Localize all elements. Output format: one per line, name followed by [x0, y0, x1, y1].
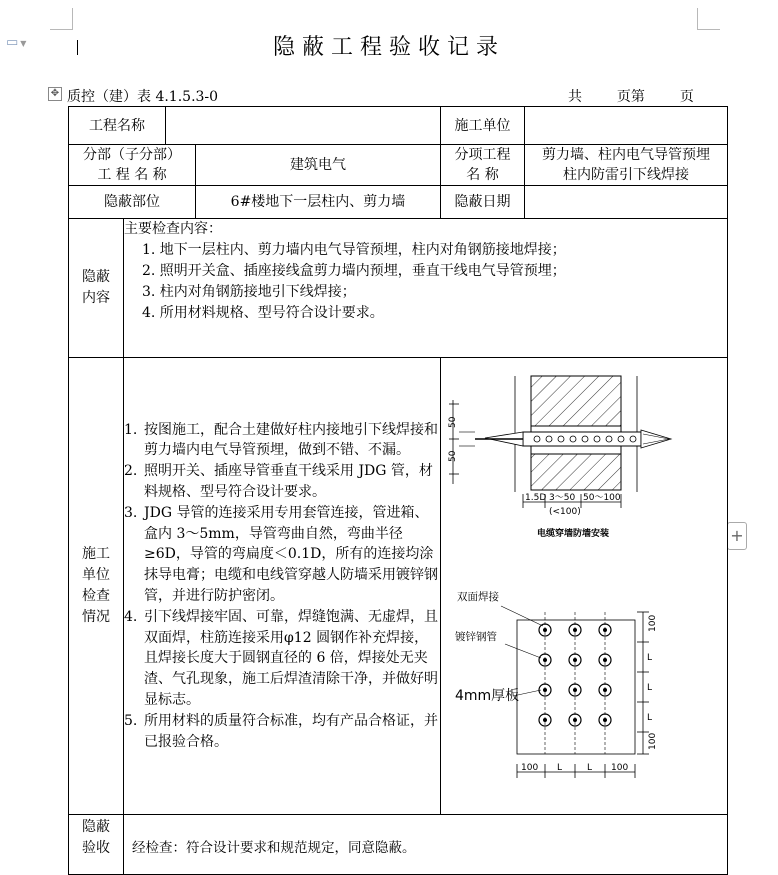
inspection-item-3: 3. JDG 导管的连接采用专用套管连接，管进箱、盒内 3～5mm，导管弯曲自然，弯曲半径≥6D，导管的弯扁度＜0.1D，所有的连接均涂抹导电膏；电缆和电线管穿越人防墙采用镀锌钢管，并进行防护密闭。 — [124, 504, 438, 604]
sub-division-field[interactable]: 建筑电气 — [196, 145, 441, 186]
acceptance-label-line2: 验收 — [82, 840, 110, 856]
page-title: 隐蔽工程验收记录 — [272, 35, 505, 60]
project-name-field[interactable] — [166, 107, 441, 145]
inspection-item-5: 5. 所用材料的质量符合标准，均有产品合格证，并已报验合格。 — [124, 712, 438, 750]
inspection-label-line1: 施工 — [82, 546, 110, 562]
inspection-text[interactable] — [124, 358, 441, 815]
acceptance-label-line1: 隐蔽 — [82, 819, 110, 835]
page-total-label: 共 — [568, 89, 582, 105]
sub-division-label-line2: 工 程 名 称 — [97, 167, 167, 183]
date-field[interactable] — [525, 186, 728, 219]
grounding-plate-diagram — [445, 586, 675, 786]
fig2-label-plate: 4mm厚板 — [455, 688, 520, 704]
inspection-label-line4: 情况 — [82, 609, 110, 625]
fig2-dim-right-4: L — [647, 713, 653, 723]
form-code: 质控（建）表 4.1.5.3-0 — [67, 89, 219, 105]
inspection-item-1: 1. 按图施工，配合土建做好柱内接地引下线焊接和剪力墙内电气导管预埋，做到不错、不漏。 — [124, 421, 438, 459]
hidden-content-label-line1: 隐蔽 — [82, 269, 110, 285]
sub-item-label-line2: 名 称 — [466, 167, 499, 183]
hidden-content-body[interactable] — [124, 219, 728, 358]
page-count — [568, 86, 694, 106]
acceptance-opinion-text: 经检查：符合设计要求和规范规定，同意隐蔽。 — [132, 840, 416, 856]
fig1-dim-bottom-1: 1.5D — [525, 493, 547, 503]
sub-item-value-line2: 柱内防雷引下线焊接 — [563, 167, 689, 183]
hidden-content-item-2: 2. 照明开关盒、插座接线盒剪力墙内预埋，垂直干线电气导管预埋； — [142, 263, 566, 279]
crop-mark-top-right-v — [697, 8, 698, 30]
hidden-content-intro: 主要检查内容： — [124, 221, 222, 237]
fig2-dim-bottom-2: L — [557, 763, 563, 773]
fig2-dim-right-3: L — [647, 683, 653, 693]
page-end-label: 页 — [679, 89, 694, 105]
hidden-content-item-3: 3. 柱内对角钢筋接地引下线焊接； — [142, 284, 356, 300]
hidden-content-item-1: 1. 地下一层柱内、剪力墙内电气导管预埋，柱内对角钢筋接地焊接； — [142, 242, 566, 258]
fig2-dim-right-1: 100 — [648, 614, 658, 632]
fig2-dim-bottom-4: 100 — [611, 763, 629, 773]
add-row-button[interactable]: + — [727, 522, 747, 550]
inspection-label — [69, 358, 124, 815]
acceptance-opinion-field[interactable] — [124, 815, 728, 875]
acceptance-record-table — [68, 106, 728, 875]
fig2-label-weld: 双面焊接 — [457, 591, 499, 603]
inspection-figures — [441, 358, 728, 815]
date-label: 隐蔽日期 — [441, 186, 525, 219]
sub-division-label — [69, 145, 196, 186]
acceptance-label — [69, 815, 124, 875]
sub-item-label-line1: 分项工程 — [454, 147, 511, 163]
fig1-dim-left-1: 50 — [448, 416, 458, 428]
sub-division-label-line1: 分部（子分部） — [83, 147, 181, 163]
inspection-label-line3: 检查 — [82, 588, 110, 604]
page-number-label: 页第 — [616, 89, 645, 105]
construction-unit-label: 施工单位 — [441, 107, 525, 145]
document-icon[interactable]: ▭ ▼ — [6, 35, 27, 50]
fig1-dim-left-2: 50 — [448, 450, 458, 462]
sub-item-label — [441, 145, 525, 186]
fig1-dim-sub: (<100) — [549, 507, 581, 517]
fig2-dim-bottom-1: 100 — [521, 763, 539, 773]
crop-mark-top-left-v — [72, 8, 73, 30]
fig2-dim-bottom-3: L — [587, 763, 593, 773]
fig2-dim-right-5: 100 — [648, 732, 658, 750]
inspection-item-4: 4. 引下线焊接牢固、可靠，焊缝饱满、无虚焊，且双面焊，柱筋连接采用φ12 圆钢作补充焊接，且焊接长度大于圆钢直径的 6 倍，焊接处无夹渣、气孔现象，施工后焊渣清除干净，并做好明显标志。 — [124, 608, 438, 708]
fig1-dim-bottom-3: 50～100 — [583, 493, 621, 503]
sub-item-value-line1: 剪力墙、柱内电气导管预埋 — [542, 147, 710, 163]
table-move-icon[interactable]: ✥ — [48, 87, 62, 101]
location-label: 隐蔽部位 — [69, 186, 196, 219]
fig1-caption: 电缆穿墙防墙安装 — [537, 529, 610, 539]
fig2-label-pipe: 镀锌钢管 — [455, 631, 497, 643]
project-name-label: 工程名称 — [69, 107, 166, 145]
hidden-content-label — [69, 219, 124, 358]
hidden-content-label-line2: 内容 — [82, 290, 110, 306]
sub-item-field[interactable] — [525, 145, 728, 186]
cable-wall-penetration-diagram — [445, 374, 675, 544]
fig1-dim-bottom-2: 3～50 — [549, 493, 576, 503]
construction-unit-field[interactable] — [525, 107, 728, 145]
inspection-item-2: 2. 照明开关、插座导管垂直干线采用 JDG 管，材料规格、型号符合设计要求。 — [124, 463, 433, 501]
fig2-dim-right-2: L — [647, 653, 653, 663]
hidden-content-item-4: 4. 所用材料规格、型号符合设计要求。 — [142, 305, 384, 321]
inspection-label-line2: 单位 — [82, 567, 110, 583]
location-field[interactable]: 6#楼地下一层柱内、剪力墙 — [196, 186, 441, 219]
